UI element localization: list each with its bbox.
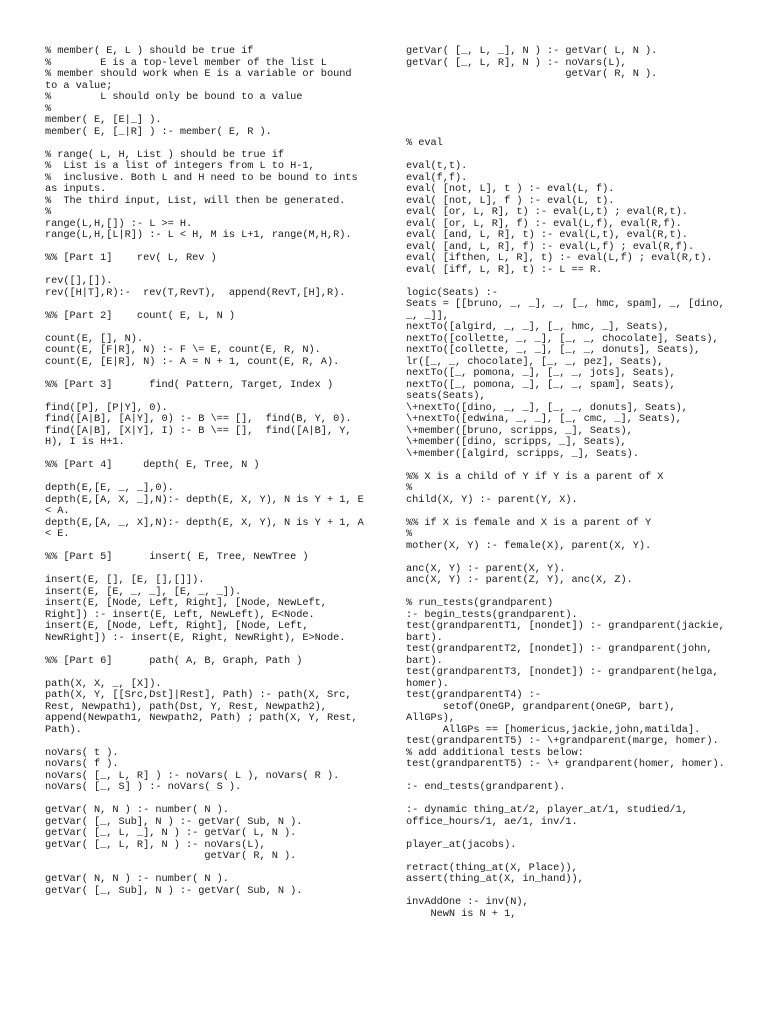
code-column-right: getVar( [_, L, _], N ) :- getVar( L, N ). getVar( [_, L, R], N ) :- noVars(L), getVar( R, N ). % eval eval(t,t). eval(f,f). eval( [not, L], t ) :- eval(L, f). eval( [not, L], f ) :- eval(L, t). eval( [or, L, R], t) :- eval(L,t) ; eval(R,t). eval( [or, L, R], f) :- eval(L,f), eval(R,f). eval( [and, L, R], t) :- eval(L,t), eval(R,t). eval( [and, L, R], f) :- eval(L,f) ; eval(R,f). eval( [ifthen, L, R], t) :- eval(L,f) ; eval(R,t). eval( [iff, L, R], t) :- L == R. logic(Seats) :- Seats = [[bruno, _, _], _, [_, hmc, spam], _, [dino, _, _]], nextTo([algird, _, _], [_, hmc, _], Seats), nextTo([collette, _, _], [_, _, chocolate], Seats), nextTo([collette, _, _], [_, _, donuts], Seats), lr([_, _, chocolate], [_, _, pez], Seats), nextTo([_, pomona, _], [_, _, jots], Seats), nextTo([_, pomona, _], [_, _, spam], Seats), seats(Seats), \+nextTo([dino, _, _], [_, _, donuts], Seats), \+nextTo([edwina, _, _], [_, cmc, _], Seats), \+member([bruno, scripps, _], Seats), \+member([dino, scripps, _], Seats), \+member([algird, scripps, _], Seats). %% X is a child of Y if Y is a parent of X % child(X, Y) :- parent(Y, X). %% if X is female and X is a parent of Y % mother(X, Y) :- female(X), parent(X, Y). anc(X, Y) :- parent(X, Y). anc(X, Y) :- parent(Z, Y), anc(X, Z). % run_tests(grandparent) :- begin_tests(grandparent). test(grandparentT1, [nondet]) :- grandparent(jackie, bart). test(grandparentT2, [nondet]) :- grandparent(john, bart). test(grandparentT3, [nondet]) :- grandparent(helga, homer). test(grandparentT4) :- setof(OneGP, grandparent(OneGP, bart), AllGPs), AllGPs == [homericus,jackie,john,matilda]. test(grandparentT5) :- \+grandparent(marge, homer). % add additional tests below: test(grandparentT5) :- \+ grandparent(homer, homer). :- end_tests(grandparent). :- dynamic thing_at/2, player_at/1, studied/1, office_hours/1, ae/1, inv/1. player_at(jacobs). retract(thing_at(X, Place)), assert(thing_at(X, in_hand)), invAddOne :- inv(N), NewN is N + 1, (406, 45, 725, 920)
code-column-left: % member( E, L ) should be true if % E is a top-level member of the list L % member should work when E is a variable or bound to a value; % L should only be bound to a value % member( E, [E|_] ). member( E, [_|R] ) :- member( E, R ). % range( L, H, List ) should be true if % List is a list of integers from L to H-1, % inclusive. Both L and H need to be bound to ints as inputs. % The third input, List, will then be generated. % range(L,H,[]) :- L >= H. range(L,H,[L|R]) :- L < H, M is L+1, range(M,H,R). %% [Part 1] rev( L, Rev ) rev([],[]). rev([H|T],R):- rev(T,RevT), append(RevT,[H],R). %% [Part 2] count( E, L, N ) count(E, [], N). count(E, [F|R], N) :- F \= E, count(E, R, N). count(E, [E|R], N) :- A = N + 1, count(E, R, A). %% [Part 3] find( Pattern, Target, Index ) find([P], [P|Y], 0). find([A|B], [A|Y], 0) :- B \== [], find(B, Y, 0). find([A|B], [X|Y], I) :- B \== [], find([A|B], Y, H), I is H+1. %% [Part 4] depth( E, Tree, N ) depth(E,[E, _, _],0). depth(E,[A, X, _],N):- depth(E, X, Y), N is Y + 1, E < A. depth(E,[A, _, X],N):- depth(E, X, Y), N is Y + 1, A < E. %% [Part 5] insert( E, Tree, NewTree ) insert(E, [], [E, [],[]]). insert(E, [E, _, _], [E, _, _]). insert(E, [Node, Left, Right], [Node, NewLeft, Right]) :- insert(E, Left, NewLeft), E<Node. insert(E, [Node, Left, Right], [Node, Left, NewRight]) :- insert(E, Right, NewRight), E>Node. %% [Part 6] path( A, B, Graph, Path ) path(X, X, _, [X]). path(X, Y, [[Src,Dst]|Rest], Path) :- path(X, Src, Rest, Newpath1), path(Dst, Y, Rest, Newpath2), append(Newpath1, Newpath2, Path) ; path(X, Y, Rest, Path). noVars( t ). noVars( f ). noVars( [_, L, R] ) :- noVars( L ), noVars( R ). noVars( [_, S] ) :- noVars( S ). getVar( N, N ) :- number( N ). getVar( [_, Sub], N ) :- getVar( Sub, N ). getVar( [_, L, _], N ) :- getVar( L, N ). getVar( [_, L, R], N ) :- noVars(L), getVar( R, N ). getVar( N, N ) :- number( N ). getVar( [_, Sub], N ) :- getVar( Sub, N ). (45, 45, 364, 897)
